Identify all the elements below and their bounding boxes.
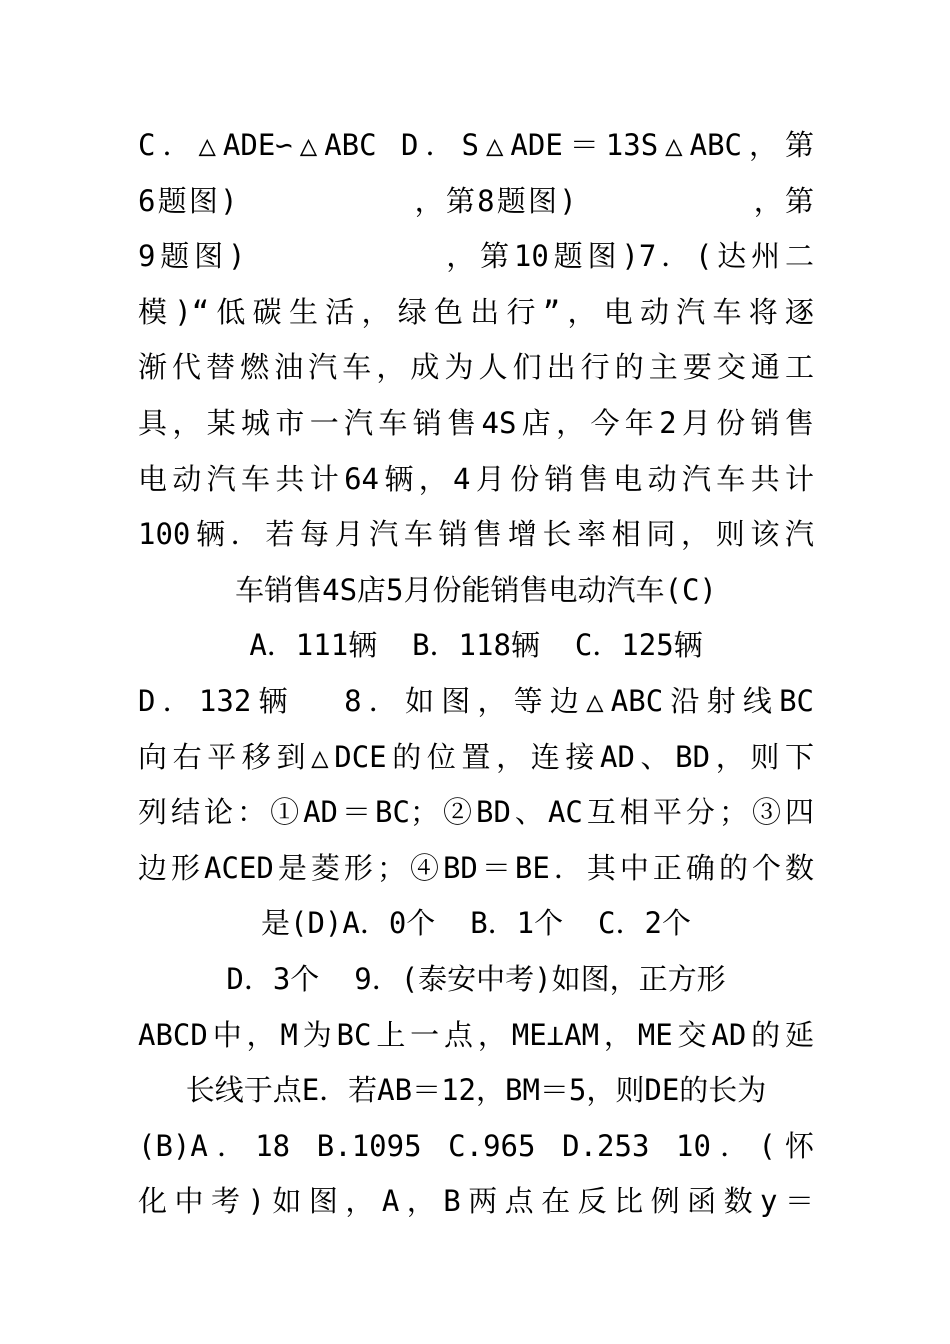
text-line: 9题图) ，第10题图)7．(达州二 — [138, 239, 814, 274]
document-body — [138, 118, 814, 1230]
text-line: 列结论：①AD＝BC；②BD、AC互相平分；③四 — [138, 795, 814, 830]
text-line: 电动汽车共计64辆，4月份销售电动汽车共计 — [138, 461, 814, 496]
text-line: D．3个 9．(泰安中考)如图，正方形 — [226, 961, 726, 996]
text-line: 100辆．若每月汽车销售增长率相同，则该汽 — [138, 517, 814, 552]
text-line: 具，某城市一汽车销售4S店，今年2月份销售 — [138, 405, 814, 440]
text-line: C．△ADE∽△ABC D．S△ADE＝13S△ABC，第 — [138, 128, 814, 162]
text-line: 化中考)如图，A，B两点在反比例函数y＝ — [138, 1184, 814, 1219]
text-line: 向右平移到△DCE的位置，连接AD、BD，则下 — [138, 739, 814, 774]
text-line: 边形ACED是菱形；④BD＝BE．其中正确的个数 — [138, 850, 814, 885]
text-line: A．111辆 B．118辆 C．125辆 — [249, 628, 703, 663]
text-line: 是(D)A．0个 B．1个 C．2个 — [261, 906, 691, 941]
text-line: (B)A．18 B.1095 C.965 D.253 10．(怀 — [138, 1128, 814, 1163]
text-line: 6题图) ，第8题图) ，第 — [138, 183, 814, 218]
text-line: 模)“低碳生活，绿色出行”，电动汽车将逐 — [138, 294, 814, 329]
text-line: 长线于点E．若AB＝12，BM＝5，则DE的长为 — [185, 1073, 767, 1108]
text-line: 渐代替燃油汽车，成为人们出行的主要交通工 — [138, 350, 814, 385]
text-line: ABCD中，M为BC上一点，ME⊥AM，ME交AD的延 — [138, 1017, 814, 1052]
text-line: 车销售4S店5月份能销售电动汽车(C) — [235, 572, 717, 607]
text-line: D．132辆 8．如图，等边△ABC沿射线BC — [138, 683, 814, 718]
